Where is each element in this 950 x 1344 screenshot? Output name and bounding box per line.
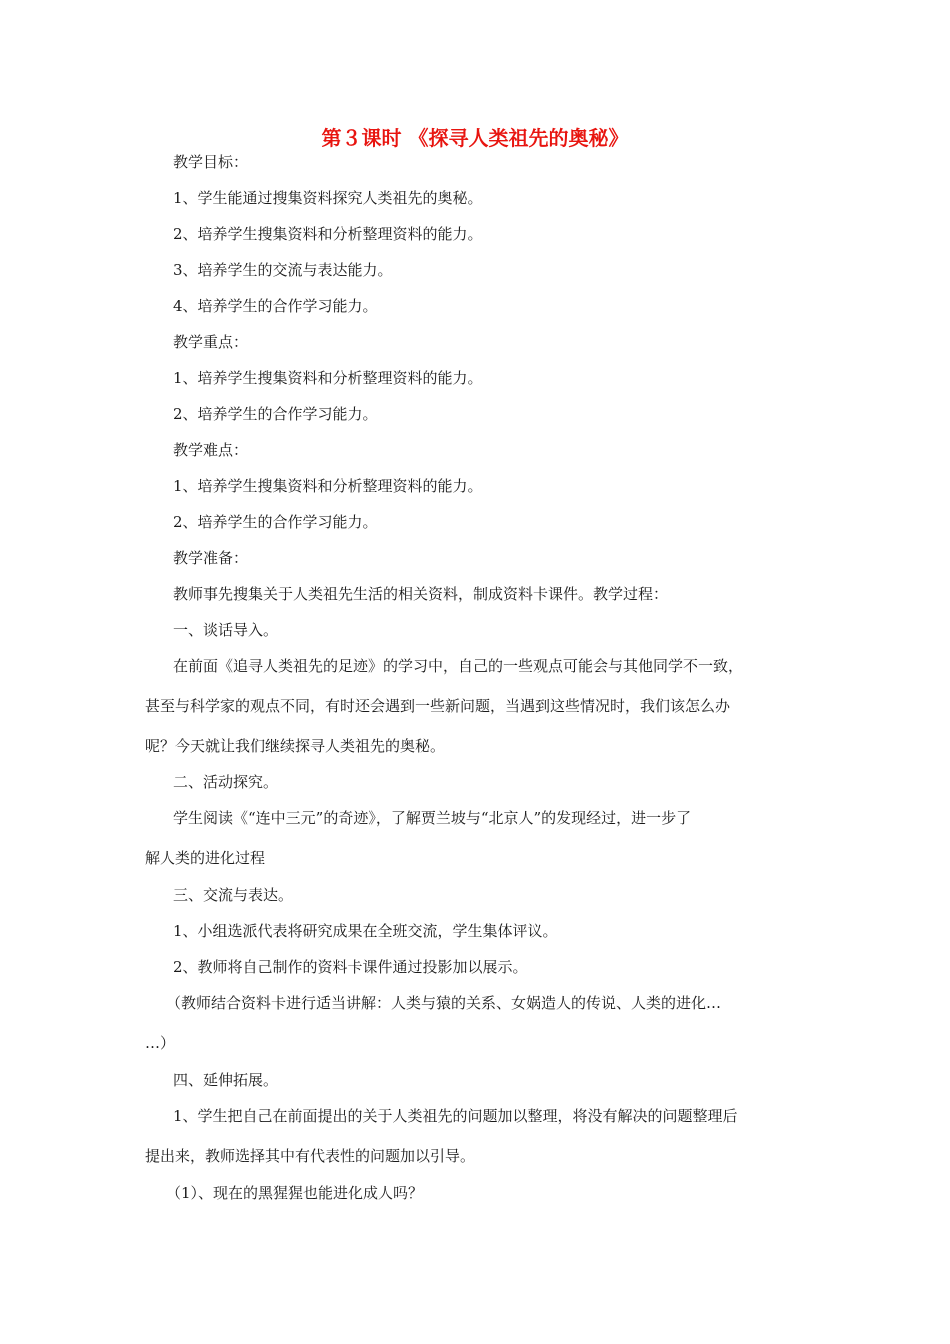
paragraph-line: 解人类的进化过程 <box>145 849 266 867</box>
section-heading-exchange: 三、交流与表达。 <box>173 886 294 904</box>
section-heading-objectives: 教学目标： <box>173 153 249 171</box>
section-heading-activity: 二、活动探究。 <box>173 773 279 791</box>
paragraph-line: 2、培养学生的合作学习能力。 <box>173 513 378 531</box>
section-heading-difficulties: 教学难点： <box>173 441 249 459</box>
paragraph-line: 2、培养学生的合作学习能力。 <box>173 405 378 423</box>
document-title: 第３课时 《探寻人类祖先的奥秘》 <box>321 126 629 150</box>
paragraph-line: 1、培养学生搜集资料和分析整理资料的能力。 <box>173 477 483 495</box>
paragraph-line: 1、学生能通过搜集资料探究人类祖先的奥秘。 <box>173 189 483 207</box>
paragraph-line: 3、培养学生的交流与表达能力。 <box>173 261 393 279</box>
paragraph-line: 1、小组选派代表将研究成果在全班交流，学生集体评议。 <box>173 922 558 940</box>
paragraph-line: …） <box>145 1034 176 1052</box>
paragraph-line: 学生阅读《“连中三元”的奇迹》，了解贾兰坡与“北京人”的发现经过，进一步了 <box>173 809 692 827</box>
paragraph-line: （教师结合资料卡进行适当讲解：人类与猿的关系、女娲造人的传说、人类的进化… <box>166 994 722 1012</box>
paragraph-line: （1）、现在的黑猩猩也能进化成人吗？ <box>166 1184 424 1202</box>
paragraph-line: 1、培养学生搜集资料和分析整理资料的能力。 <box>173 369 483 387</box>
section-heading-extension: 四、延伸拓展。 <box>173 1071 279 1089</box>
paragraph-line: 教师事先搜集关于人类祖先生活的相关资料，制成资料卡课件。教学过程： <box>173 585 669 603</box>
paragraph-line: 在前面《追寻人类祖先的足迹》的学习中，自己的一些观点可能会与其他同学不一致， <box>173 657 744 675</box>
paragraph-line: 甚至与科学家的观点不同，有时还会遇到一些新问题，当遇到这些情况时，我们该怎么办 <box>145 697 731 715</box>
paragraph-line: 提出来，教师选择其中有代表性的问题加以引导。 <box>145 1147 476 1165</box>
section-heading-key-points: 教学重点： <box>173 333 249 351</box>
paragraph-line: 呢？今天就让我们继续探寻人类祖先的奥秘。 <box>145 737 446 755</box>
paragraph-line: 1、学生把自己在前面提出的关于人类祖先的问题加以整理，将没有解决的问题整理后 <box>173 1107 738 1125</box>
section-heading-preparation: 教学准备： <box>173 549 249 567</box>
paragraph-line: 4、培养学生的合作学习能力。 <box>173 297 378 315</box>
paragraph-line: 2、培养学生搜集资料和分析整理资料的能力。 <box>173 225 483 243</box>
section-heading-intro: 一、谈话导入。 <box>173 621 279 639</box>
paragraph-line: 2、教师将自己制作的资料卡课件通过投影加以展示。 <box>173 958 528 976</box>
